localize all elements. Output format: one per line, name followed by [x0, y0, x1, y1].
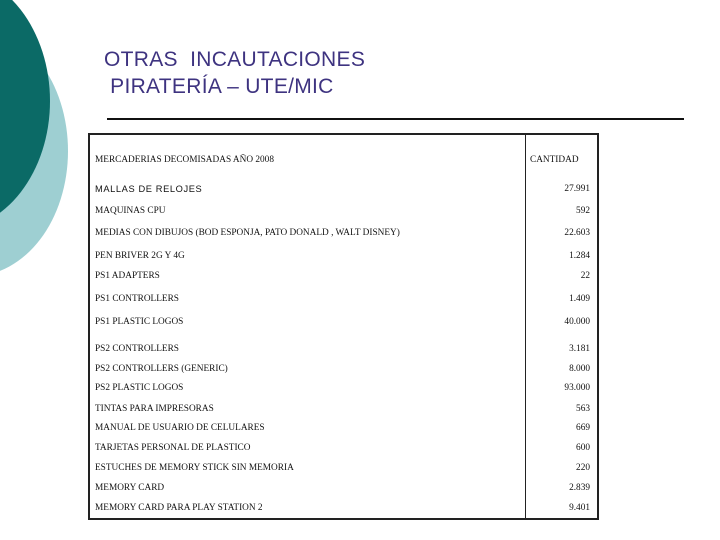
- row-item: PEN BRIVER 2G Y 4G: [95, 251, 185, 261]
- row-qty: 22.603: [564, 228, 590, 238]
- row-qty: 563: [576, 404, 590, 414]
- row-item: ESTUCHES DE MEMORY STICK SIN MEMORIA: [95, 463, 294, 473]
- row-item: MEDIAS CON DIBUJOS (BOD ESPONJA, PATO DONALD , WALT DISNEY): [95, 228, 400, 238]
- table-row: [90, 461, 597, 475]
- slide-title-line-1: OTRAS INCAUTACIONES: [104, 48, 366, 71]
- table-row: [90, 249, 597, 263]
- row-qty: 669: [576, 423, 590, 433]
- table-row: [90, 381, 597, 395]
- title-underline: [107, 118, 684, 120]
- header-qty: CANTIDAD: [530, 155, 579, 165]
- table-row: [90, 421, 597, 435]
- row-item: TINTAS PARA IMPRESORAS: [95, 404, 214, 414]
- row-item: MEMORY CARD: [95, 483, 165, 493]
- row-qty: 600: [576, 443, 590, 453]
- row-qty: 40.000: [564, 317, 590, 327]
- row-item: PS2 PLASTIC LOGOS: [95, 383, 184, 393]
- row-item: PS1 ADAPTERS: [95, 271, 160, 281]
- table-row: [90, 342, 597, 356]
- slide-title: [104, 46, 365, 100]
- row-item: MEMORY CARD PARA PLAY STATION 2: [95, 503, 263, 513]
- row-item: MAQUINAS CPU: [95, 206, 166, 216]
- table-row: [90, 481, 597, 495]
- row-qty: 220: [576, 463, 590, 473]
- table-row: [90, 292, 597, 306]
- table-row: [90, 269, 597, 283]
- decorative-circles: [0, 0, 80, 300]
- slide-title-line-2: PIRATERÍA – UTE/MIC: [104, 75, 334, 98]
- row-qty: 1.284: [569, 251, 590, 261]
- table-row: [90, 441, 597, 455]
- row-qty: 22: [580, 271, 590, 281]
- row-qty: 27.991: [564, 184, 590, 194]
- row-item: PS1 CONTROLLERS: [95, 294, 179, 304]
- table-row: [90, 402, 597, 416]
- row-qty: 2.839: [569, 483, 590, 493]
- row-qty: 3.181: [569, 344, 590, 354]
- table-row: [90, 226, 597, 240]
- row-item: TARJETAS PERSONAL DE PLASTICO: [95, 443, 251, 453]
- table-row: [90, 501, 597, 515]
- seizure-table: [88, 133, 599, 520]
- row-qty: 8.000: [569, 364, 590, 374]
- row-qty: 9.401: [569, 503, 590, 513]
- row-qty: 93.000: [564, 383, 590, 393]
- table-header: [90, 153, 597, 167]
- table-row: [90, 182, 597, 196]
- header-item: MERCADERIAS DECOMISADAS AÑO 2008: [95, 155, 274, 165]
- table-row: [90, 315, 597, 329]
- row-qty: 592: [576, 206, 590, 216]
- table-row: [90, 204, 597, 218]
- row-qty: 1.409: [569, 294, 590, 304]
- row-item: MANUAL DE USUARIO DE CELULARES: [95, 423, 265, 433]
- row-item: PS2 CONTROLLERS (GENERIC): [95, 364, 228, 374]
- table-row: [90, 362, 597, 376]
- row-item: PS1 PLASTIC LOGOS: [95, 317, 184, 327]
- row-item: MALLAS DE RELOJES: [95, 184, 203, 194]
- row-item: PS2 CONTROLLERS: [95, 344, 179, 354]
